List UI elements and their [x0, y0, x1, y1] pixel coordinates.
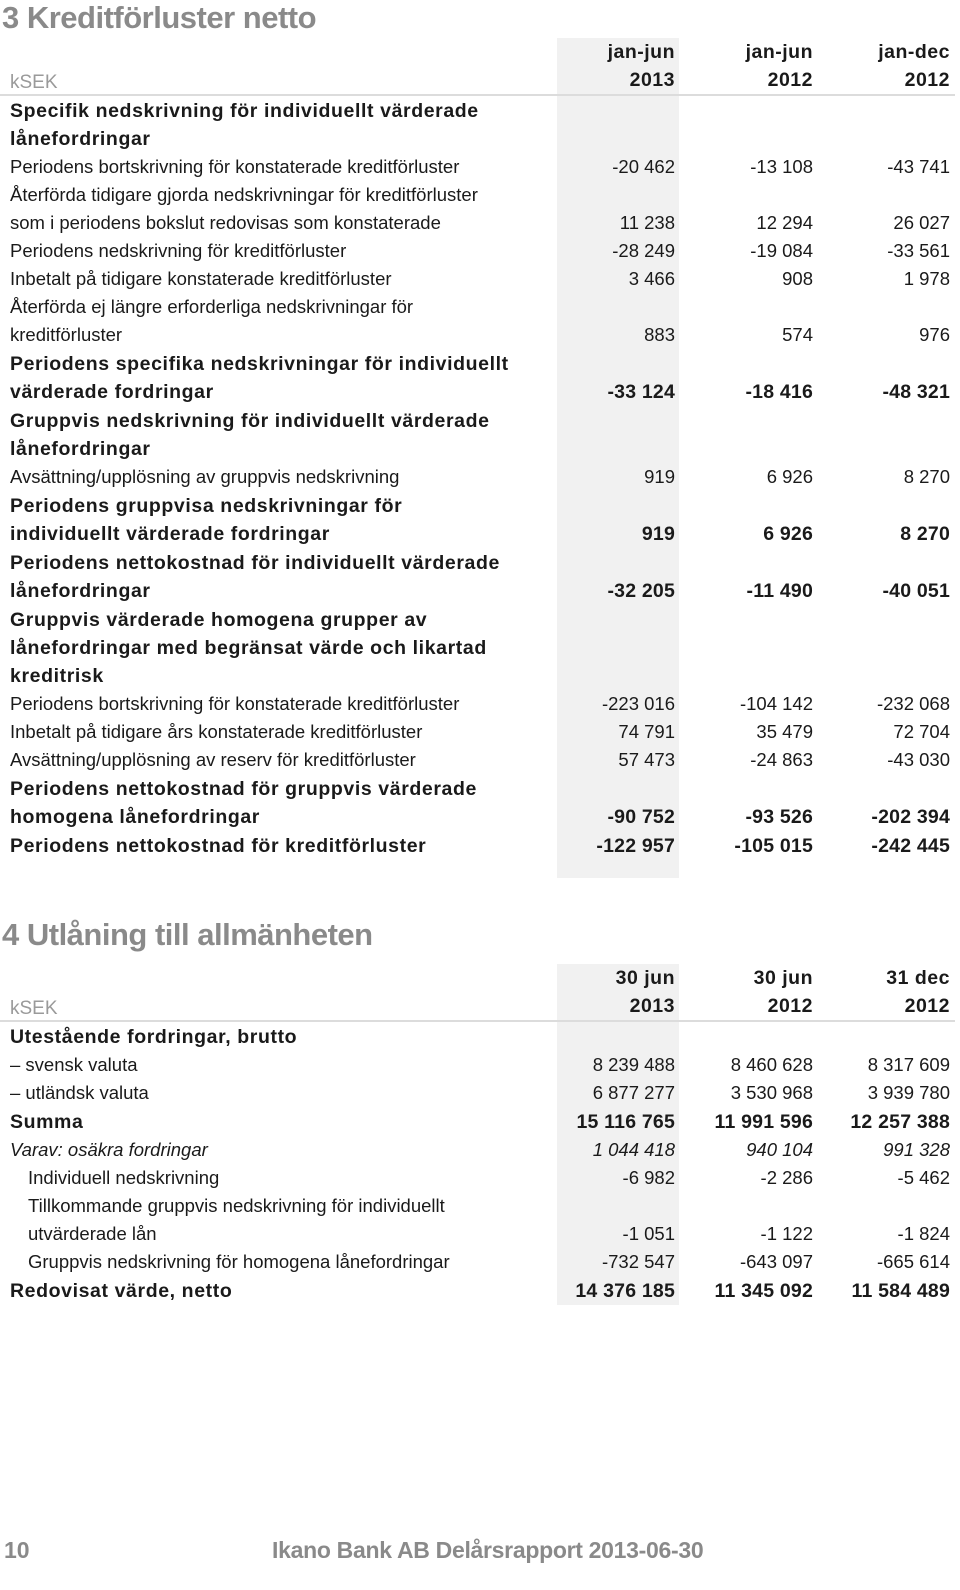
row-label [10, 153, 555, 181]
table-row [0, 293, 955, 349]
row-label-line: – utländsk valuta [10, 1082, 149, 1103]
row-label-line: kreditrisk [10, 665, 104, 687]
column-year-header: 2013 [629, 995, 675, 1017]
row-label [10, 831, 555, 860]
row-label-line: Återförda tidigare gjorda nedskrivningar för kreditförluster [10, 184, 478, 205]
row-value: -105 015 [734, 835, 813, 857]
row-label-line: Återförda ej längre erforderliga nedskrivningar för [10, 296, 414, 317]
table-row [0, 463, 955, 491]
row-label [10, 1079, 555, 1107]
page-footer [0, 1537, 960, 1569]
section-4-title: 4 Utlåning till allmänheten [2, 917, 373, 952]
row-label [10, 265, 555, 293]
row-label-line: Inbetalt på tidigare års konstaterade kreditförluster [10, 721, 423, 742]
table-row [0, 237, 955, 265]
unit-label: kSEK [10, 72, 58, 93]
row-label-line: Periodens gruppvisa nedskrivningar för [10, 495, 403, 517]
row-value: -202 394 [871, 806, 950, 828]
row-label [10, 774, 555, 831]
row-label-line: Periodens bortskrivning för konstaterade kreditförluster [10, 156, 460, 177]
row-label [10, 548, 555, 605]
table-row [0, 265, 955, 293]
row-value: 976 [919, 324, 950, 345]
table-row [0, 1136, 955, 1164]
column-period-header: jan-jun [607, 41, 675, 63]
row-label-line: individuellt värderade fordringar [10, 523, 330, 545]
row-value: -232 068 [876, 693, 950, 714]
row-label-line: Redovisat värde, netto [10, 1280, 233, 1302]
column-header-year-row [0, 66, 955, 96]
row-value: -40 051 [882, 580, 950, 602]
row-value: 8 239 488 [592, 1054, 675, 1075]
row-value: -43 741 [887, 156, 950, 177]
row-label [10, 1051, 555, 1079]
row-value: 6 877 277 [592, 1082, 675, 1103]
row-label [10, 718, 555, 746]
row-value: 883 [644, 324, 675, 345]
column-header-year-row [0, 992, 955, 1022]
row-label-line: Avsättning/upplösning av gruppvis nedskrivning [10, 466, 400, 487]
row-value: -48 321 [882, 381, 950, 403]
row-value: -1 122 [760, 1223, 813, 1244]
row-value: -43 030 [887, 749, 950, 770]
row-label-line: Inbetalt på tidigare konstaterade kreditförluster [10, 268, 392, 289]
row-value: -13 108 [750, 156, 813, 177]
row-value: -242 445 [871, 835, 950, 857]
row-value [825, 605, 950, 690]
row-label-line: lånefordringar med begränsat värde och likartad [10, 637, 487, 659]
row-label-line: Specifik nedskrivning för individuellt värderade [10, 100, 479, 122]
column-year-header: 2013 [629, 69, 675, 91]
row-value: -5 462 [897, 1167, 950, 1188]
row-value: -665 614 [876, 1251, 950, 1272]
row-value: 26 027 [893, 212, 950, 233]
row-value: 6 926 [763, 523, 813, 545]
row-value: -1 824 [897, 1223, 950, 1244]
row-value: -28 249 [612, 240, 675, 261]
table-row [0, 1079, 955, 1107]
column-header-period-row [0, 38, 955, 66]
row-label-line: utvärderade lån [28, 1223, 157, 1244]
row-value: -2 286 [760, 1167, 813, 1188]
column-year-header: 2012 [767, 69, 813, 91]
row-value: 8 270 [903, 466, 950, 487]
row-value: -6 982 [622, 1167, 675, 1188]
row-value: 14 376 185 [575, 1280, 675, 1302]
row-value: -732 547 [601, 1251, 675, 1272]
row-value: -11 490 [746, 580, 813, 602]
row-value: 11 584 489 [851, 1280, 950, 1302]
unit-label: kSEK [10, 998, 58, 1019]
row-label [10, 605, 555, 690]
row-value: 35 479 [756, 721, 813, 742]
row-label [28, 1164, 573, 1192]
row-label [10, 237, 555, 265]
row-value [560, 406, 675, 463]
row-value: 991 328 [883, 1139, 950, 1160]
lending-table [0, 964, 955, 1305]
row-value: 1 978 [903, 268, 950, 289]
row-value: 574 [782, 324, 813, 345]
table-row [0, 153, 955, 181]
row-label [10, 491, 555, 548]
row-label-line: lånefordringar [10, 580, 151, 602]
row-label [10, 1276, 555, 1305]
table-row [0, 548, 955, 605]
row-value [560, 1022, 675, 1051]
page-number: 10 [4, 1537, 30, 1563]
row-value: 3 939 780 [867, 1082, 950, 1103]
row-value: -223 016 [601, 693, 675, 714]
column-period-header: 30 jun [615, 967, 675, 989]
table-row [0, 605, 955, 690]
row-value: 8 317 609 [867, 1054, 950, 1075]
row-label [10, 181, 555, 237]
row-value [690, 406, 813, 463]
row-label-line: värderade fordringar [10, 381, 214, 403]
row-label-line: Utestående fordringar, brutto [10, 1026, 298, 1048]
table-row [0, 349, 955, 406]
row-label-line: Varav: osäkra fordringar [10, 1139, 208, 1160]
row-label-line: kreditförluster [10, 324, 123, 345]
table-row [0, 1107, 955, 1136]
row-label-line: Summa [10, 1111, 84, 1133]
row-value: 940 104 [746, 1139, 813, 1160]
table-row [0, 718, 955, 746]
row-value: 11 238 [619, 212, 675, 233]
table-row [0, 746, 955, 774]
row-label-line: – svensk valuta [10, 1054, 138, 1075]
row-label [10, 746, 555, 774]
table-row [0, 1276, 955, 1305]
column-year-header: 2012 [904, 69, 950, 91]
table-row [0, 181, 955, 237]
row-value: 908 [782, 268, 813, 289]
section-3-title: 3 Kreditförluster netto [2, 0, 317, 35]
row-label [10, 349, 555, 406]
report-title: Ikano Bank AB Delårsrapport 2013-06-30 [272, 1537, 704, 1563]
row-label-line: Gruppvis nedskrivning för homogena lånefordringar [28, 1251, 450, 1272]
column-period-header: 30 jun [753, 967, 813, 989]
row-value: -93 526 [745, 806, 813, 828]
row-value [690, 605, 813, 690]
table-row [0, 831, 955, 860]
row-value [560, 96, 675, 153]
row-label-line: lånefordringar [10, 128, 151, 150]
row-value: -20 462 [612, 156, 675, 177]
table-row [0, 1164, 955, 1192]
column-year-header: 2012 [767, 995, 813, 1017]
row-value: -643 097 [739, 1251, 813, 1272]
table-row [0, 1022, 955, 1051]
row-value [690, 96, 813, 153]
row-label [28, 1248, 573, 1276]
row-value: -24 863 [750, 749, 813, 770]
row-value: 1 044 418 [592, 1139, 675, 1160]
row-value: -18 416 [745, 381, 813, 403]
column-period-header: jan-dec [878, 41, 950, 63]
row-value: 3 466 [628, 268, 675, 289]
row-value: 11 345 092 [714, 1280, 813, 1302]
row-label-line: Periodens specifika nedskrivningar för individuellt [10, 353, 509, 375]
row-value: 8 460 628 [730, 1054, 813, 1075]
credit-losses-table [0, 38, 955, 860]
row-value: 15 116 765 [576, 1111, 675, 1133]
row-value: 8 270 [900, 523, 950, 545]
row-label [10, 1136, 555, 1164]
row-label [28, 1192, 573, 1248]
column-period-header: 31 dec [886, 967, 950, 989]
row-value: -33 561 [887, 240, 950, 261]
row-value: 11 991 596 [714, 1111, 813, 1133]
row-value: 12 257 388 [850, 1111, 950, 1133]
row-value: 3 530 968 [730, 1082, 813, 1103]
column-period-header: jan-jun [745, 41, 813, 63]
row-label-line: som i periodens bokslut redovisas som konstaterade [10, 212, 441, 233]
row-label-line: homogena lånefordringar [10, 806, 260, 828]
row-label-line: Periodens nedskrivning för kreditförluster [10, 240, 347, 261]
row-value: -90 752 [607, 806, 675, 828]
row-label [10, 406, 555, 463]
row-label-line: Periodens bortskrivning för konstaterade kreditförluster [10, 693, 460, 714]
column-header-period-row [0, 964, 955, 992]
row-value [825, 96, 950, 153]
row-label-line: Periodens nettokostnad för individuellt värderade [10, 552, 500, 574]
row-value [560, 605, 675, 690]
row-label-line: Periodens nettokostnad för gruppvis värderade [10, 778, 477, 800]
row-value: -33 124 [607, 381, 675, 403]
row-value [690, 1022, 813, 1051]
column-year-header: 2012 [904, 995, 950, 1017]
row-value: 57 473 [618, 749, 675, 770]
table-row [0, 1248, 955, 1276]
row-label-line: Gruppvis nedskrivning för individuellt värderade [10, 410, 490, 432]
row-label [10, 96, 555, 153]
row-label-line: lånefordringar [10, 438, 151, 460]
row-value: 919 [644, 466, 675, 487]
row-value: 6 926 [766, 466, 813, 487]
row-value: 72 704 [893, 721, 950, 742]
row-value: -104 142 [739, 693, 813, 714]
table-row [0, 690, 955, 718]
table-row [0, 406, 955, 463]
table-row [0, 1051, 955, 1079]
row-value [825, 1022, 950, 1051]
row-label [10, 1107, 555, 1136]
row-value: -32 205 [607, 580, 675, 602]
row-value: 74 791 [618, 721, 675, 742]
table-row [0, 491, 955, 548]
row-label [10, 1022, 555, 1051]
row-value: 919 [641, 523, 675, 545]
row-label-line: Gruppvis värderade homogena grupper av [10, 609, 428, 631]
table-row [0, 96, 955, 153]
row-label [10, 690, 555, 718]
row-value: -19 084 [750, 240, 813, 261]
row-value: -122 957 [596, 835, 675, 857]
row-label-line: Tillkommande gruppvis nedskrivning för individuellt [28, 1195, 445, 1216]
table-row [0, 774, 955, 831]
row-label [10, 293, 555, 349]
row-value: -1 051 [622, 1223, 675, 1244]
row-label-line: Individuell nedskrivning [28, 1167, 220, 1188]
row-value [825, 406, 950, 463]
row-label-line: Avsättning/upplösning av reserv för kreditförluster [10, 749, 416, 770]
row-label [10, 463, 555, 491]
table-row [0, 1192, 955, 1248]
row-label-line: Periodens nettokostnad för kreditförluster [10, 835, 427, 857]
row-value: 12 294 [756, 212, 813, 233]
